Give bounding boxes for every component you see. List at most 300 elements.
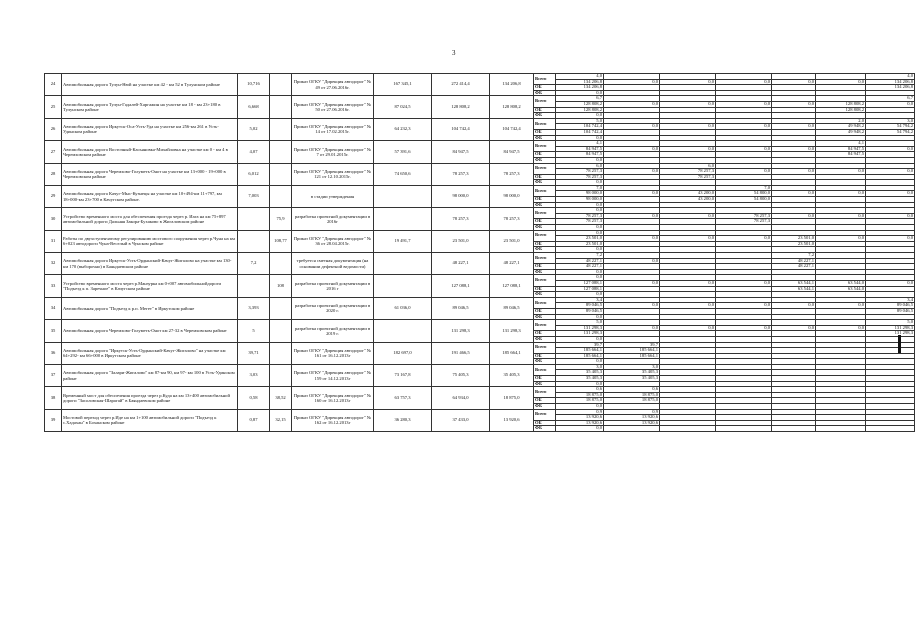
row-label-total: Всего [534, 185, 556, 196]
value-cell: 0,0 [604, 124, 660, 130]
value-cell: 0,0 [866, 169, 915, 175]
row-label-total: Всего [534, 297, 556, 308]
length-m [270, 297, 292, 319]
value-cell: 0,0 [660, 124, 716, 130]
value-cell: 127 088,1 [556, 280, 604, 286]
value-cell: 0,0 [604, 303, 660, 309]
value-cell: 185 664,1 [604, 353, 660, 359]
financing-value: 104 742,4 [490, 118, 534, 140]
road-name: Автомобильная дорога Иркутск-Усть-Ордынский-Качуг-Жигалово на участке км 130- км 170 (выборочно) в Баяндаевском районе [62, 253, 238, 275]
value-cell: 3,4 [866, 297, 915, 303]
value-cell: 89 046,5 [556, 303, 604, 309]
value-cell: 39,7 [556, 342, 604, 348]
value-cell: 0,0 [556, 113, 604, 119]
value-cell: 0,0 [772, 303, 816, 309]
value-cell [660, 426, 716, 432]
value-cell: 3,0 [866, 118, 915, 124]
value-cell: 48 227,1 [772, 258, 816, 264]
row-label-ob: ОБ [534, 129, 556, 135]
length-m [270, 163, 292, 185]
value-cell: 0,0 [772, 124, 816, 130]
cost-value: 87 024,5 [374, 96, 432, 118]
row-label-ob: ОБ [534, 398, 556, 404]
row-label-total: Всего [534, 409, 556, 420]
value-cell [604, 426, 660, 432]
financing-value: 78 257,3 [490, 208, 534, 230]
value-cell: 0,0 [716, 303, 772, 309]
financing-value: 127 088,1 [490, 275, 534, 297]
value-cell: 0,0 [772, 213, 816, 219]
row-label-fb: ФБ [534, 381, 556, 387]
value-cell: 48 227,1 [772, 264, 816, 270]
value-cell: 2,0 [816, 118, 866, 124]
estimate-value: 23 501,0 [432, 230, 490, 252]
value-cell: 0,0 [772, 191, 816, 197]
financing-value: 89 046,5 [490, 297, 534, 319]
value-cell: 0,0 [556, 426, 604, 432]
value-cell [866, 426, 915, 432]
value-cell: 104 742,4 [556, 124, 604, 130]
cost-value: 57 391,6 [374, 141, 432, 163]
value-cell: 0,0 [556, 225, 604, 231]
value-cell: 0,0 [660, 79, 716, 85]
value-cell: 0,0 [604, 79, 660, 85]
length-m [270, 96, 292, 118]
value-cell: 48 227,1 [556, 264, 604, 270]
row-label-fb: ФБ [534, 336, 556, 342]
row-number: 26 [45, 118, 62, 140]
value-cell: 78 257,3 [660, 174, 716, 180]
project-document: Приказ ОГКУ "Дирекция автодорог" № 14 от 17.02.2015г. [292, 118, 374, 140]
value-cell: 18 875,0 [604, 392, 660, 398]
project-document: Приказ ОГКУ "Дирекция автодорог" № 7 от 29.01.2015г. [292, 141, 374, 163]
value-cell: 18 875,0 [556, 392, 604, 398]
road-name: Автомобильная дорога Иркутск-Оса-Усть-Уда на участке км 256-км 261 в Усть-Удинском районе [62, 118, 238, 140]
value-cell: 0,0 [716, 124, 772, 130]
value-cell: 0,0 [556, 90, 604, 96]
row-label-ob: ОБ [534, 264, 556, 270]
length-km: 3,03 [238, 364, 270, 386]
row-number: 31 [45, 230, 62, 252]
value-cell: 0,0 [866, 101, 915, 107]
value-cell: 0,0 [772, 79, 816, 85]
row-label-fb: ФБ [534, 135, 556, 141]
value-cell: 98 000,0 [556, 191, 604, 197]
value-cell: 0,0 [556, 269, 604, 275]
cost-value [374, 320, 432, 342]
length-m: 108 [270, 275, 292, 297]
value-cell: 0,0 [660, 236, 716, 242]
value-cell: 84 947,5 [816, 146, 866, 152]
value-cell: 0,0 [556, 275, 604, 281]
value-cell: 0,0 [604, 258, 660, 264]
value-cell: 0,0 [866, 280, 915, 286]
estimate-value: 48 227,1 [432, 253, 490, 275]
project-document: разработка проектной документации в 2016г [292, 208, 374, 230]
financing-value: 23 501,0 [490, 230, 534, 252]
value-cell: 13 920,6 [604, 420, 660, 426]
value-cell: 134 206,8 [556, 85, 604, 91]
value-cell: 6,0 [660, 163, 716, 169]
row-label-fb: ФБ [534, 202, 556, 208]
value-cell: 7,2 [556, 253, 604, 259]
value-cell: 84 947,5 [816, 152, 866, 158]
row-number: 27 [45, 141, 62, 163]
row-number: 25 [45, 96, 62, 118]
value-cell: 0,0 [716, 146, 772, 152]
value-cell: 3,0 [604, 364, 660, 370]
value-cell: 0,0 [604, 191, 660, 197]
value-cell: 0,0 [660, 280, 716, 286]
value-cell: 4,1 [816, 141, 866, 147]
value-cell: 23 501,0 [556, 241, 604, 247]
value-cell: 7,2 [772, 253, 816, 259]
value-cell: 35 405,3 [556, 370, 604, 376]
value-cell: 63 544,1 [772, 280, 816, 286]
value-cell: 0,0 [866, 146, 915, 152]
value-cell: 0,0 [556, 157, 604, 163]
value-cell: 0,0 [660, 213, 716, 219]
estimate-value: 64 934,0 [432, 387, 490, 409]
row-label-total: Всего [534, 275, 556, 286]
estimate-value: 37 433,0 [432, 409, 490, 431]
value-cell: 78 257,3 [660, 169, 716, 175]
value-cell: 5,0 [556, 320, 604, 326]
row-label-ob: ОБ [534, 376, 556, 382]
value-cell: 78 257,3 [556, 213, 604, 219]
value-cell: 7,0 [556, 185, 604, 191]
value-cell: 13 920,6 [556, 415, 604, 421]
length-m [270, 185, 292, 207]
financing-value: 48 227,1 [490, 253, 534, 275]
value-cell: 18 875,0 [604, 398, 660, 404]
row-number: 35 [45, 320, 62, 342]
value-cell: 0,0 [556, 336, 604, 342]
row-label-ob: ОБ [534, 308, 556, 314]
cost-value: 167 345,1 [374, 74, 432, 96]
length-km: 0,58 [238, 387, 270, 409]
project-document: Приказ ОГКУ "Дирекция автодорог" № 36 от 28.04.2015г. [292, 230, 374, 252]
row-label-total: Всего [534, 320, 556, 331]
length-km: 5 [238, 320, 270, 342]
estimate-value: 191 466,5 [432, 342, 490, 364]
project-document: разработка проектной документации в 2019 г. [292, 320, 374, 342]
project-document: разработка проектной документации в 2020 г. [292, 297, 374, 319]
value-cell: 128 808,2 [556, 101, 604, 107]
length-m: 108,77 [270, 230, 292, 252]
road-name: Автомобильная дорога Качуг-Мыс-Кузнецы на участке км 10+494-км 11+797, км 18+000-км 23+700 в Качугском районе. [62, 185, 238, 207]
value-cell: 0,0 [716, 325, 772, 331]
road-name: Устройство временного моста для обеспечения проезда через р. Иага на км 75+897 автомобильной дороги Дальняя Закора-Бухаково в Жигаловском районе [62, 208, 238, 230]
financing-value: 18 875,0 [490, 387, 534, 409]
row-number: 39 [45, 409, 62, 431]
value-cell: 0,0 [556, 230, 604, 236]
value-cell: 48 227,1 [556, 258, 604, 264]
value-cell: 0,0 [604, 169, 660, 175]
value-cell: 5,0 [866, 320, 915, 326]
financing-value: 84 947,5 [490, 141, 534, 163]
row-label-total: Всего [534, 253, 556, 264]
value-cell: 128 808,2 [816, 101, 866, 107]
row-label-total: Всего [534, 342, 556, 353]
length-km: 7,003 [238, 185, 270, 207]
value-cell: 84 947,5 [556, 146, 604, 152]
value-cell: 0,9 [604, 409, 660, 415]
road-name: Автомобильная дорога "Залари-Жигалово" км 87-км 90, км 97- км 100 в Усть-Удинском районе [62, 364, 238, 386]
cost-value: 61 036,0 [374, 297, 432, 319]
value-cell: 0,0 [772, 146, 816, 152]
row-label-total: Всего [534, 74, 556, 85]
value-cell: 0,0 [556, 292, 604, 298]
value-cell: 78 257,3 [556, 219, 604, 225]
value-cell: 0,0 [556, 180, 604, 186]
value-cell: 5,0 [556, 118, 604, 124]
financing-value: 35 405,3 [490, 364, 534, 386]
value-cell: 0,0 [816, 236, 866, 242]
value-cell: 134 206,8 [556, 79, 604, 85]
value-cell: 54 800,0 [716, 191, 772, 197]
length-km: 39,71 [238, 342, 270, 364]
length-km: 5,02 [238, 118, 270, 140]
financing-value: 131 298,3 [490, 320, 534, 342]
value-cell: 0,0 [604, 101, 660, 107]
value-cell: 0,0 [816, 303, 866, 309]
value-cell: 63 544,0 [816, 280, 866, 286]
value-cell: 185 664,1 [556, 348, 604, 354]
road-name: Автомобильная дорога Восточный-Касьяновка-Михайловка на участке км 0 - км 4 в Черемховском районе [62, 141, 238, 163]
length-m: 32,15 [270, 409, 292, 431]
road-name: Автомобильная дорога Тулун-Нюй на участке км 42 - км 52 в Тулунском районе [62, 74, 238, 96]
value-cell: 78 257,3 [556, 174, 604, 180]
value-cell: 23 501,0 [772, 236, 816, 242]
row-label-fb: ФБ [534, 292, 556, 298]
estimate-value: 78 257,3 [432, 163, 490, 185]
value-cell: 0,6 [604, 387, 660, 393]
value-cell: 0,0 [556, 247, 604, 253]
row-label-total: Всего [534, 163, 556, 174]
value-cell: 63 544,1 [772, 286, 816, 292]
row-label-ob: ОБ [534, 286, 556, 292]
length-m [270, 320, 292, 342]
value-cell: 6,7 [866, 96, 915, 102]
value-cell: 0,0 [772, 101, 816, 107]
cost-value: 63 757,3 [374, 387, 432, 409]
row-label-ob: ОБ [534, 107, 556, 113]
row-label-ob: ОБ [534, 420, 556, 426]
value-cell: 4,0 [866, 74, 915, 80]
value-cell: 0,0 [716, 280, 772, 286]
value-cell: 128 808,2 [556, 107, 604, 113]
value-cell: 131 298,3 [866, 331, 915, 337]
cost-value: 64 232,3 [374, 118, 432, 140]
value-cell: 185 664,1 [604, 348, 660, 354]
value-cell: 134 206,8 [866, 85, 915, 91]
row-label-ob: ОБ [534, 85, 556, 91]
cost-value [374, 275, 432, 297]
estimate-value: 104 742,4 [432, 118, 490, 140]
value-cell: 131 298,3 [866, 325, 915, 331]
row-label-fb: ФБ [534, 113, 556, 119]
row-label-ob: ОБ [534, 219, 556, 225]
value-cell: 131 298,3 [556, 331, 604, 337]
cost-value: 73 167,8 [374, 364, 432, 386]
length-m [270, 141, 292, 163]
value-cell: 185 664,1 [556, 353, 604, 359]
project-document: Приказ ОГКУ "Дирекция автодорог" № 160 от 16.12.2013г [292, 387, 374, 409]
row-label-total: Всего [534, 208, 556, 219]
value-cell: 0,6 [556, 387, 604, 393]
row-label-fb: ФБ [534, 90, 556, 96]
cost-value: 19 491,7 [374, 230, 432, 252]
financing-value: 134 206,8 [490, 74, 534, 96]
row-number: 30 [45, 208, 62, 230]
value-cell: 0,0 [716, 101, 772, 107]
row-label-fb: ФБ [534, 359, 556, 365]
value-cell: 0,0 [816, 325, 866, 331]
length-km: 0,87 [238, 409, 270, 431]
table-body [45, 74, 915, 432]
program-table [44, 73, 915, 432]
page-number: 3 [452, 49, 456, 57]
length-m [270, 118, 292, 140]
value-cell: 18 875,0 [556, 398, 604, 404]
value-cell: 0,0 [556, 381, 604, 387]
road-name: Устройство временного моста через р.Манзурка км 0+007 автомобильнойдороги "Подъезд к п. Заречное" в Качугском районе [62, 275, 238, 297]
row-label-ob: ОБ [534, 353, 556, 359]
value-cell: 0,0 [556, 314, 604, 320]
project-document: Приказ ОГКУ "Дирекция автодорог" № 49 от 27.06.2016г. [292, 74, 374, 96]
value-cell: 0,0 [556, 404, 604, 410]
value-cell: 6,7 [556, 96, 604, 102]
value-cell: 13 920,6 [604, 415, 660, 421]
value-cell: 43 200,0 [660, 191, 716, 197]
row-label-total: Всего [534, 364, 556, 375]
value-cell: 49 948,2 [816, 129, 866, 135]
value-cell: 7,0 [716, 185, 772, 191]
row-number: 28 [45, 163, 62, 185]
cost-value [374, 253, 432, 275]
road-name: Автомобильная дорога Черемхово-Голуметь-Онот на участке км 13+000 - 19+000 в Черемховском районе [62, 163, 238, 185]
road-name: Работы по двухступенчатому регулированию мостового сооружения через р.Чуна на км 6+023 автодороги Чуна-Веселый в Чунском районе [62, 230, 238, 252]
value-cell: 49 948,2 [816, 124, 866, 130]
row-label-fb: ФБ [534, 157, 556, 163]
length-km: 4,07 [238, 141, 270, 163]
estimate-value: 272 414,4 [432, 74, 490, 96]
value-cell: 0,0 [604, 236, 660, 242]
value-cell: 3,4 [556, 297, 604, 303]
row-label-fb: ФБ [534, 426, 556, 432]
row-label-ob: ОБ [534, 331, 556, 337]
estimate-value: 78 257,3 [432, 208, 490, 230]
project-document: Приказ ОГКУ "Дирекция автодорог" № 121 от 12.10.2015г. [292, 163, 374, 185]
value-cell: 131 298,3 [556, 325, 604, 331]
row-label-fb: ФБ [534, 314, 556, 320]
value-cell: 134 206,8 [866, 79, 915, 85]
financing-value: 13 920,6 [490, 409, 534, 431]
road-name: Автомобильная дорога "Подъезд к р.п. Мегет" в Иркутском районе [62, 297, 238, 319]
row-label-ob: ОБ [534, 152, 556, 158]
value-cell: 0,0 [604, 213, 660, 219]
value-cell: 78 257,3 [716, 213, 772, 219]
value-cell: 0,0 [660, 101, 716, 107]
length-km [238, 275, 270, 297]
value-cell: 54 800,0 [716, 197, 772, 203]
value-cell: 0,0 [816, 79, 866, 85]
project-document: требуется сметная документация (на основании дефектной ведомости) [292, 253, 374, 275]
value-cell: 0,0 [556, 359, 604, 365]
value-cell: 78 257,3 [556, 169, 604, 175]
value-cell: 4,0 [556, 74, 604, 80]
project-document: Приказ ОГКУ "Дирекция автодорог" № 159 от 14.12.2013г [292, 364, 374, 386]
estimate-value: 127 088,1 [432, 275, 490, 297]
length-km: 3,393 [238, 297, 270, 319]
project-document: разработка проектной документации в 2016 г [292, 275, 374, 297]
project-document: в стадии утверждения [292, 185, 374, 207]
value-cell: 0,0 [816, 213, 866, 219]
value-cell: 89 046,5 [866, 308, 915, 314]
length-m: 38,52 [270, 387, 292, 409]
estimate-value: 128 808,2 [432, 96, 490, 118]
value-cell: 0,0 [716, 169, 772, 175]
row-label-total: Всего [534, 387, 556, 398]
row-label-fb: ФБ [534, 247, 556, 253]
cost-value: 182 697,0 [374, 342, 432, 364]
row-number: 36 [45, 342, 62, 364]
value-cell: 54 794,2 [866, 129, 915, 135]
value-cell: 0,0 [816, 191, 866, 197]
length-km [238, 208, 270, 230]
value-cell: 3,0 [556, 364, 604, 370]
length-km [238, 230, 270, 252]
row-number: 38 [45, 387, 62, 409]
value-cell: 0,0 [866, 191, 915, 197]
estimate-value: 131 298,3 [432, 320, 490, 342]
value-cell: 0,0 [660, 146, 716, 152]
value-cell: 0,0 [866, 236, 915, 242]
value-cell: 54 794,2 [866, 124, 915, 130]
value-cell: 127 088,1 [556, 286, 604, 292]
value-cell: 35 405,3 [604, 370, 660, 376]
value-cell: 78 257,3 [716, 219, 772, 225]
row-label-total: Всего [534, 96, 556, 107]
road-name: Автомобильная дорога Тулун-Гадалей-Харгажин на участке км 18 - км 23+180 в Тулунском районе [62, 96, 238, 118]
value-cell: 35 405,3 [604, 376, 660, 382]
value-cell: 43 200,0 [660, 197, 716, 203]
value-cell: 4,1 [556, 141, 604, 147]
row-label-total: Всего [534, 230, 556, 241]
financing-value: 98 000,0 [490, 185, 534, 207]
project-document: Приказ ОГКУ "Дирекция автодорог" № 161 от 16.12.2013г [292, 342, 374, 364]
value-cell [772, 426, 816, 432]
row-label-fb: ФБ [534, 225, 556, 231]
value-cell: 0,0 [716, 236, 772, 242]
estimate-value: 84 947,5 [432, 141, 490, 163]
value-cell: 0,0 [604, 325, 660, 331]
value-cell: 0,0 [556, 208, 604, 214]
value-cell: 23 501,0 [556, 236, 604, 242]
row-label-ob: ОБ [534, 174, 556, 180]
length-km: 6,668 [238, 96, 270, 118]
length-m [270, 253, 292, 275]
length-km: 10,716 [238, 74, 270, 96]
financing-value: 185 664,1 [490, 342, 534, 364]
value-cell: 0,0 [716, 79, 772, 85]
row-label-total: Всего [534, 141, 556, 152]
row-number: 29 [45, 185, 62, 207]
row-number: 34 [45, 297, 62, 319]
project-document: Приказ ОГКУ "Дирекция автодорог" № 50 от 27.06.2016г. [292, 96, 374, 118]
row-label-ob: ОБ [534, 197, 556, 203]
